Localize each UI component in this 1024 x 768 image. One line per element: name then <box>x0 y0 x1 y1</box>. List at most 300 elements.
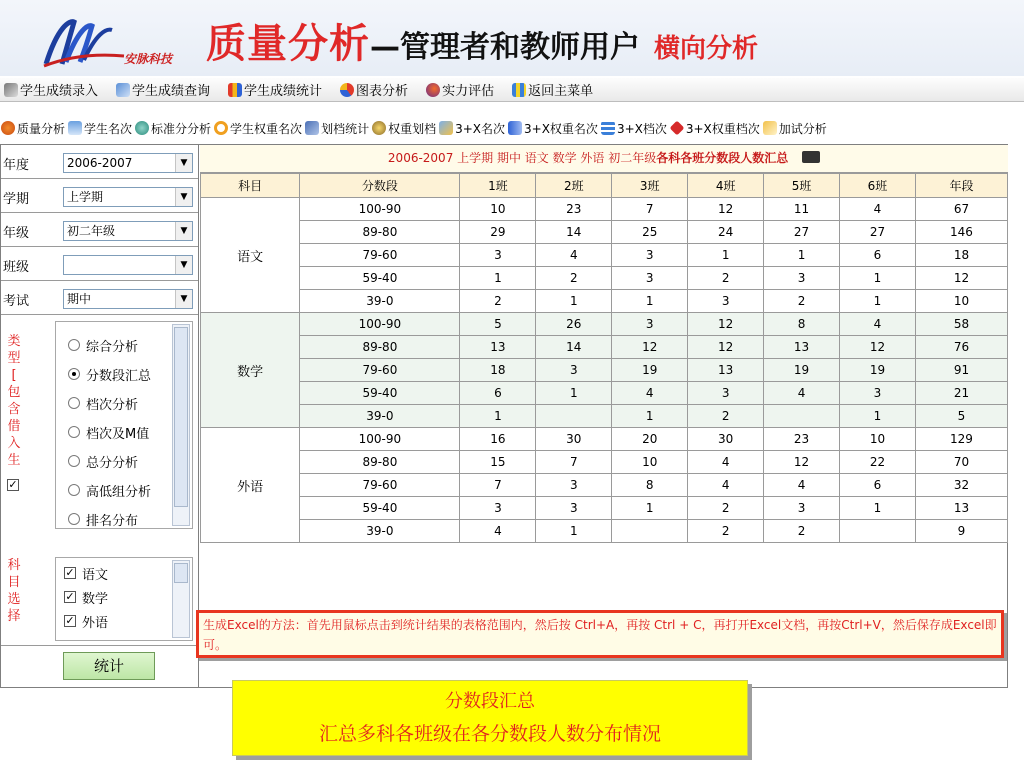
count-cell: 20 <box>612 428 688 451</box>
subject-group <box>201 313 1008 428</box>
count-cell: 4 <box>840 198 916 221</box>
count-cell <box>764 405 840 428</box>
count-cell: 16 <box>460 428 536 451</box>
wand-icon <box>763 121 777 135</box>
subject-option[interactable] <box>64 612 108 630</box>
table-row <box>201 497 1008 520</box>
filter-label: 班级 <box>3 259 30 275</box>
caption-bold: 各科各班分数段人数汇总 <box>656 151 789 165</box>
count-cell: 7 <box>536 451 612 474</box>
select-value: 初二年级 <box>67 224 116 238</box>
count-cell: 12 <box>840 336 916 359</box>
count-cell: 13 <box>915 497 1007 520</box>
select-value: 上学期 <box>67 190 104 204</box>
column-header: 分数段 <box>300 174 460 198</box>
score-band-cell: 39-0 <box>300 405 460 428</box>
type-option[interactable] <box>68 365 151 383</box>
chevron-down-icon[interactable]: ▼ <box>175 188 192 206</box>
option-label: 分数段汇总 <box>86 368 152 384</box>
column-header: 5班 <box>764 174 840 198</box>
count-cell: 32 <box>915 474 1007 497</box>
count-cell: 1 <box>536 520 612 543</box>
count-cell: 8 <box>764 313 840 336</box>
count-cell: 1 <box>688 244 764 267</box>
count-cell: 12 <box>764 451 840 474</box>
logo-mark-icon <box>40 16 130 70</box>
type-label-char: 入 <box>7 436 21 451</box>
year-select[interactable] <box>63 153 193 173</box>
menu-strength-eval[interactable] <box>422 78 498 102</box>
subject-label-text: 外语 <box>82 615 109 631</box>
count-cell: 11 <box>764 198 840 221</box>
menu-label: 学生成绩查询 <box>132 84 211 99</box>
title-main: 质量分析 <box>206 20 370 67</box>
subject-option[interactable] <box>64 588 108 606</box>
table-row <box>201 520 1008 543</box>
type-option[interactable] <box>68 481 151 499</box>
submenu-3x-weighted-rank[interactable] <box>507 117 599 139</box>
count-cell: 15 <box>460 451 536 474</box>
score-band-cell: 39-0 <box>300 290 460 313</box>
count-cell: 3 <box>612 267 688 290</box>
count-cell: 3 <box>764 267 840 290</box>
company-logo <box>40 14 200 70</box>
menu-label: 学生成绩统计 <box>244 84 323 99</box>
count-cell: 4 <box>612 382 688 405</box>
count-cell: 1 <box>840 290 916 313</box>
title-sub: —管理者和教师用户 <box>370 30 640 65</box>
type-scrollbar[interactable] <box>172 324 190 526</box>
count-cell: 129 <box>915 428 1007 451</box>
table-row <box>201 290 1008 313</box>
chevron-down-icon[interactable]: ▼ <box>175 290 192 308</box>
count-cell: 7 <box>460 474 536 497</box>
exam-select[interactable] <box>63 289 193 309</box>
score-band-cell: 79-60 <box>300 359 460 382</box>
count-cell <box>536 405 612 428</box>
filter-year <box>1 148 198 179</box>
table-caption <box>200 145 1008 173</box>
submenu-weighted-rank[interactable] <box>213 117 303 139</box>
filter-label: 学期 <box>3 191 30 207</box>
count-cell: 29 <box>460 221 536 244</box>
count-cell: 3 <box>536 359 612 382</box>
radio-button[interactable] <box>68 368 80 380</box>
page-title <box>206 12 758 69</box>
analysis-type-list <box>55 321 193 529</box>
count-cell: 6 <box>840 244 916 267</box>
count-cell: 2 <box>688 497 764 520</box>
count-cell: 5 <box>915 405 1007 428</box>
submenu-label: 权重划档 <box>388 121 437 136</box>
count-cell: 3 <box>840 382 916 405</box>
ring-icon <box>214 121 228 135</box>
count-cell: 19 <box>612 359 688 382</box>
column-header: 1班 <box>460 174 536 198</box>
select-value: 期中 <box>67 292 92 306</box>
score-band-cell: 89-80 <box>300 336 460 359</box>
result-area <box>200 145 1008 543</box>
count-cell: 9 <box>915 520 1007 543</box>
score-band-cell: 89-80 <box>300 451 460 474</box>
type-label-char: 借 <box>7 419 21 434</box>
submenu-extra-exam[interactable] <box>762 117 828 139</box>
stack-icon <box>305 121 319 135</box>
radio-button[interactable] <box>68 397 80 409</box>
count-cell: 26 <box>536 313 612 336</box>
submenu-student-rank[interactable] <box>67 117 133 139</box>
count-cell: 3 <box>536 497 612 520</box>
table-row <box>201 474 1008 497</box>
table-header-row <box>201 174 1008 198</box>
table-row <box>201 198 1008 221</box>
diamond-icon <box>669 121 684 136</box>
subject-label-char: 选 <box>7 592 21 607</box>
score-band-cell: 89-80 <box>300 221 460 244</box>
count-cell: 3 <box>460 244 536 267</box>
type-label-char: 型 <box>7 351 21 366</box>
submenu-quality-analysis[interactable] <box>0 117 66 139</box>
submenu-3x-tier[interactable] <box>600 117 668 139</box>
count-cell: 91 <box>915 359 1007 382</box>
type-label-char: 生 <box>7 453 21 468</box>
subject-label-text: 语文 <box>82 567 109 583</box>
count-cell: 4 <box>688 474 764 497</box>
count-cell: 19 <box>764 359 840 382</box>
people-icon <box>439 121 453 135</box>
filter-label: 年度 <box>3 157 30 173</box>
option-label: 总分分析 <box>86 455 139 471</box>
score-band-cell: 39-0 <box>300 520 460 543</box>
count-cell: 1 <box>840 497 916 520</box>
count-cell: 1 <box>840 267 916 290</box>
type-label-char: [ <box>11 368 17 383</box>
count-cell: 13 <box>460 336 536 359</box>
checkbox[interactable]: ✓ <box>65 614 75 627</box>
count-cell: 19 <box>840 359 916 382</box>
score-band-cell: 100-90 <box>300 198 460 221</box>
subject-list <box>55 557 193 641</box>
submenu-label: 加试分析 <box>778 121 827 136</box>
filter-label: 年级 <box>3 225 30 241</box>
submenu-standard-score[interactable] <box>134 117 212 139</box>
column-header: 4班 <box>688 174 764 198</box>
table-row <box>201 244 1008 267</box>
count-cell: 4 <box>536 244 612 267</box>
table-row <box>201 405 1008 428</box>
submenu-label: 学生名次 <box>84 121 133 136</box>
option-label: 档次分析 <box>86 397 139 413</box>
subject-label-char: 目 <box>7 575 21 590</box>
type-option[interactable] <box>68 394 138 412</box>
submenu-label: 质量分析 <box>17 121 66 136</box>
count-cell: 7 <box>612 198 688 221</box>
count-cell: 23 <box>536 198 612 221</box>
subject-label-text: 数学 <box>82 591 109 607</box>
stat-button[interactable]: 统计 <box>63 652 155 680</box>
option-label: 排名分布 <box>86 513 139 529</box>
menu-label: 实力评估 <box>442 84 495 99</box>
count-cell: 25 <box>612 221 688 244</box>
radio-button[interactable] <box>68 426 80 438</box>
count-cell: 4 <box>688 451 764 474</box>
score-band-cell: 59-40 <box>300 497 460 520</box>
scrollbar-thumb[interactable] <box>174 563 188 583</box>
submenu-tier-stats[interactable] <box>304 117 370 139</box>
subject-label-char: 科 <box>7 558 21 573</box>
type-option[interactable] <box>68 452 138 470</box>
filter-grade <box>1 216 198 247</box>
submenu-label: 学生权重名次 <box>230 121 303 136</box>
radio-button[interactable] <box>68 339 80 351</box>
submenu-weighted-tier[interactable] <box>371 117 437 139</box>
title-banner <box>0 0 1024 76</box>
printer-icon[interactable] <box>802 151 820 163</box>
menu-label: 图表分析 <box>356 84 409 99</box>
scrollbar-thumb[interactable] <box>174 327 188 507</box>
count-cell: 4 <box>840 313 916 336</box>
chevron-down-icon[interactable]: ▼ <box>175 154 192 172</box>
menu-score-query[interactable] <box>112 78 214 102</box>
class-select[interactable] <box>63 255 193 275</box>
gauge-icon <box>135 121 149 135</box>
pie-chart-icon <box>340 83 354 97</box>
include-borrowed-checkbox[interactable]: ✓ <box>8 478 18 491</box>
submenu-label: 划档统计 <box>321 121 370 136</box>
subject-scrollbar[interactable] <box>172 560 190 638</box>
menu-chart-analysis[interactable] <box>336 78 412 102</box>
menu-label: 返回主菜单 <box>528 84 594 99</box>
count-cell: 6 <box>840 474 916 497</box>
excel-export-note: 生成Excel的方法：首先用鼠标点击到统计结果的表格范围内，然后按 Ctrl+A，再按 Ctrl + C，再打开Excel文档，再按Ctrl+V，然后保存成Excel即可。 <box>196 610 1004 658</box>
score-band-cell: 79-60 <box>300 474 460 497</box>
gear-icon <box>372 121 386 135</box>
count-cell: 3 <box>764 497 840 520</box>
option-label: 综合分析 <box>86 339 139 355</box>
count-cell: 4 <box>764 474 840 497</box>
submenu-label: 3+X名次 <box>455 121 506 136</box>
filter-label: 考试 <box>3 293 30 309</box>
count-cell: 70 <box>915 451 1007 474</box>
count-cell: 1 <box>612 497 688 520</box>
term-select[interactable] <box>63 187 193 207</box>
count-cell: 12 <box>612 336 688 359</box>
type-label-char: 类 <box>7 334 21 349</box>
count-cell: 2 <box>764 290 840 313</box>
score-band-cell: 100-90 <box>300 313 460 336</box>
radio-button[interactable] <box>68 484 80 496</box>
count-cell: 12 <box>688 313 764 336</box>
count-cell: 8 <box>612 474 688 497</box>
score-band-cell: 59-40 <box>300 267 460 290</box>
count-cell: 13 <box>764 336 840 359</box>
count-cell: 1 <box>612 290 688 313</box>
count-cell: 1 <box>536 382 612 405</box>
search-icon <box>116 83 130 97</box>
subject-cell: 数学 <box>201 313 300 428</box>
count-cell: 22 <box>840 451 916 474</box>
callout-title: 分数段汇总 <box>445 691 535 712</box>
count-cell: 10 <box>915 290 1007 313</box>
count-cell <box>840 520 916 543</box>
subject-cell: 外语 <box>201 428 300 543</box>
subject-label-char: 择 <box>7 609 21 624</box>
submenu-3x-rank[interactable] <box>438 117 506 139</box>
count-cell: 14 <box>536 221 612 244</box>
count-cell: 10 <box>840 428 916 451</box>
submenu-3x-weighted-tier[interactable] <box>669 117 761 139</box>
score-band-table <box>200 173 1008 543</box>
subject-option[interactable] <box>64 564 108 582</box>
count-cell: 2 <box>688 405 764 428</box>
subject-cell: 语文 <box>201 198 300 313</box>
chevron-down-icon[interactable]: ▼ <box>175 222 192 240</box>
count-cell: 21 <box>915 382 1007 405</box>
count-cell: 12 <box>688 198 764 221</box>
sub-menu-bar <box>0 116 1010 140</box>
brand-name: 安脉科技 <box>124 52 173 66</box>
count-cell: 24 <box>688 221 764 244</box>
menu-score-entry[interactable] <box>0 78 102 102</box>
select-value: 2006-2007 <box>67 156 133 170</box>
type-label-char: 包 <box>7 385 21 400</box>
book-icon <box>508 121 522 135</box>
score-band-cell: 59-40 <box>300 382 460 405</box>
count-cell: 30 <box>536 428 612 451</box>
count-cell: 12 <box>688 336 764 359</box>
subject-group <box>201 428 1008 543</box>
pencil-icon <box>4 83 18 97</box>
type-label-char: 含 <box>7 402 21 417</box>
submenu-label: 3+X档次 <box>616 121 667 136</box>
filter-exam <box>1 284 198 315</box>
count-cell: 3 <box>612 244 688 267</box>
count-cell: 1 <box>764 244 840 267</box>
count-cell: 18 <box>915 244 1007 267</box>
table-row <box>201 451 1008 474</box>
count-cell: 1 <box>612 405 688 428</box>
count-cell: 13 <box>688 359 764 382</box>
main-panel <box>0 144 1008 688</box>
table-row <box>201 313 1008 336</box>
main-menu-bar <box>0 78 1024 102</box>
count-cell: 2 <box>688 267 764 290</box>
button-row <box>1 645 198 687</box>
list-icon <box>68 121 82 135</box>
count-cell: 2 <box>688 520 764 543</box>
submenu-label: 3+X权重档次 <box>685 121 760 136</box>
table-row <box>201 428 1008 451</box>
submenu-label: 3+X权重名次 <box>524 121 598 136</box>
count-cell: 6 <box>460 382 536 405</box>
count-cell: 30 <box>688 428 764 451</box>
count-cell: 3 <box>460 497 536 520</box>
count-cell: 3 <box>612 313 688 336</box>
table-row <box>201 382 1008 405</box>
count-cell: 10 <box>460 198 536 221</box>
option-label: 档次及M值 <box>86 426 150 442</box>
column-header: 年段 <box>915 174 1007 198</box>
filter-column <box>1 145 199 687</box>
count-cell: 3 <box>536 474 612 497</box>
type-option[interactable] <box>68 423 149 441</box>
type-label <box>6 333 22 469</box>
column-header: 科目 <box>201 174 300 198</box>
column-header: 2班 <box>536 174 612 198</box>
count-cell: 1 <box>460 267 536 290</box>
menu-back-main[interactable] <box>508 78 597 102</box>
menu-score-stats[interactable] <box>224 78 326 102</box>
score-band-cell: 79-60 <box>300 244 460 267</box>
table-row <box>201 221 1008 244</box>
count-cell: 4 <box>764 382 840 405</box>
count-cell: 2 <box>460 290 536 313</box>
count-cell: 3 <box>688 290 764 313</box>
count-cell: 3 <box>688 382 764 405</box>
count-cell: 1 <box>840 405 916 428</box>
count-cell: 67 <box>915 198 1007 221</box>
caption-plain: 2006-2007 上学期 期中 语文 数学 外语 初二年级 <box>387 151 657 165</box>
count-cell <box>612 520 688 543</box>
count-cell: 27 <box>840 221 916 244</box>
magnifier-icon <box>1 121 15 135</box>
subject-label <box>6 557 22 625</box>
option-label: 高低组分析 <box>86 484 152 500</box>
count-cell: 10 <box>612 451 688 474</box>
type-option[interactable] <box>68 510 138 528</box>
filter-class <box>1 250 198 281</box>
grade-select[interactable] <box>63 221 193 241</box>
radio-button[interactable] <box>68 513 80 525</box>
count-cell: 12 <box>915 267 1007 290</box>
radio-button[interactable] <box>68 455 80 467</box>
table-row <box>201 359 1008 382</box>
count-cell: 58 <box>915 313 1007 336</box>
count-cell: 27 <box>764 221 840 244</box>
table-row <box>201 336 1008 359</box>
checkbox[interactable]: ✓ <box>65 590 75 603</box>
table-icon <box>601 121 615 135</box>
count-cell: 5 <box>460 313 536 336</box>
count-cell: 146 <box>915 221 1007 244</box>
rocket-icon <box>426 83 440 97</box>
column-header: 6班 <box>840 174 916 198</box>
count-cell: 18 <box>460 359 536 382</box>
count-cell: 2 <box>536 267 612 290</box>
summary-callout <box>232 680 748 756</box>
subject-group <box>201 198 1008 313</box>
score-band-cell: 100-90 <box>300 428 460 451</box>
count-cell: 2 <box>764 520 840 543</box>
filter-term <box>1 182 198 213</box>
chevron-down-icon[interactable]: ▼ <box>175 256 192 274</box>
column-header: 3班 <box>612 174 688 198</box>
table-row <box>201 267 1008 290</box>
count-cell: 4 <box>460 520 536 543</box>
count-cell: 1 <box>460 405 536 428</box>
count-cell: 1 <box>536 290 612 313</box>
submenu-label: 标准分分析 <box>151 121 212 136</box>
type-option[interactable] <box>68 336 138 354</box>
callout-description: 汇总多科各班级在各分数段人数分布情况 <box>318 723 661 745</box>
menu-label: 学生成绩录入 <box>20 84 99 99</box>
count-cell: 76 <box>915 336 1007 359</box>
count-cell: 23 <box>764 428 840 451</box>
bar-chart-icon <box>228 83 242 97</box>
grid-icon <box>512 83 526 97</box>
count-cell: 14 <box>536 336 612 359</box>
checkbox[interactable]: ✓ <box>65 566 75 579</box>
